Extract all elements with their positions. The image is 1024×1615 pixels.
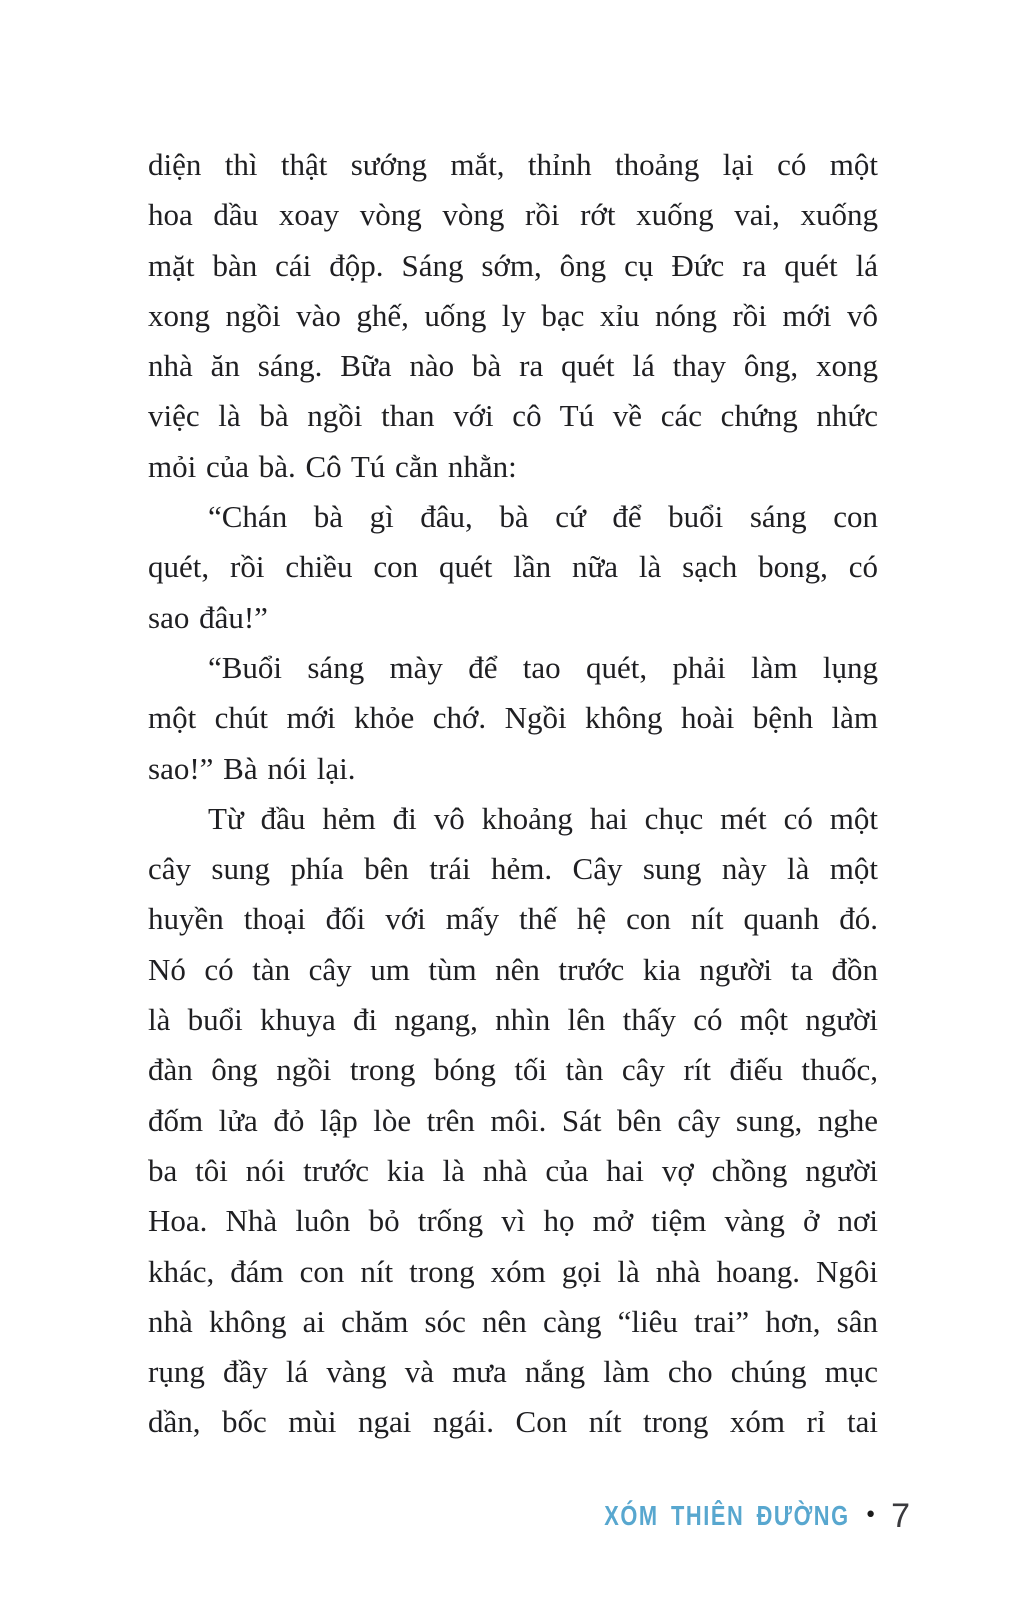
text-line: Nó có tàn cây um tùm nên trước kia người ta đồn <box>148 951 878 987</box>
text-line: “Buổi sáng mày để tao quét, phải làm lụng <box>208 649 878 685</box>
footer-bullet-separator: • <box>864 1503 878 1528</box>
text-line: huyền thoại đối với mấy thế hệ con nít quanh đó. <box>148 901 878 937</box>
text-line: mỏi của bà. Cô Tú cằn nhằn: <box>148 448 517 484</box>
body-text <box>148 140 878 1448</box>
text-line: là buổi khuya đi ngang, nhìn lên thấy có một người <box>148 1002 878 1038</box>
text-line: Từ đầu hẻm đi vô khoảng hai chục mét có một <box>208 800 878 836</box>
text-line: ba tôi nói trước kia là nhà của hai vợ chồng người <box>148 1152 878 1188</box>
text-line: xong ngồi vào ghế, uống ly bạc xỉu nóng rồi mới vô <box>148 297 878 333</box>
text-line: việc là bà ngồi than với cô Tú về các chứng nhức <box>148 398 878 434</box>
text-line: cây sung phía bên trái hẻm. Cây sung này là một <box>148 851 878 887</box>
text-line: hoa dầu xoay vòng vòng rồi rớt xuống vai, xuống <box>148 197 878 233</box>
text-line: sao đâu!” <box>148 599 268 635</box>
text-line: khác, đám con nít trong xóm gọi là nhà hoang. Ngôi <box>148 1253 878 1289</box>
text-line: “Chán bà gì đâu, bà cứ để buổi sáng con <box>208 499 878 535</box>
text-line: sao!” Bà nói lại. <box>148 750 356 786</box>
text-line: một chút mới khỏe chớ. Ngồi không hoài bệnh làm <box>148 700 878 736</box>
text-line: đàn ông ngồi trong bóng tối tàn cây rít điếu thuốc, <box>148 1052 878 1088</box>
text-line: mặt bàn cái độp. Sáng sớm, ông cụ Đức ra quét lá <box>148 247 878 283</box>
text-line: đốm lửa đỏ lập lòe trên môi. Sát bên cây sung, nghe <box>148 1102 878 1138</box>
text-line: nhà không ai chăm sóc nên càng “liêu trai” hơn, sân <box>148 1303 878 1339</box>
text-line: diện thì thật sướng mắt, thỉnh thoảng lại có một <box>148 147 878 182</box>
text-line: Hoa. Nhà luôn bỏ trống vì họ mở tiệm vàng ở nơi <box>148 1203 878 1239</box>
page-number: 7 <box>891 1496 910 1535</box>
text-line: rụng đầy lá vàng và mưa nắng làm cho chúng mục <box>148 1354 878 1390</box>
text-line: quét, rồi chiều con quét lần nữa là sạch bong, có <box>148 549 878 585</box>
page-footer <box>535 1492 910 1540</box>
text-line: dần, bốc mùi ngai ngái. Con nít trong xóm rỉ tai <box>148 1404 878 1440</box>
running-title: XÓM THIÊN ĐƯỜNG <box>604 1500 851 1531</box>
text-line: nhà ăn sáng. Bữa nào bà ra quét lá thay ông, xong <box>148 348 878 384</box>
